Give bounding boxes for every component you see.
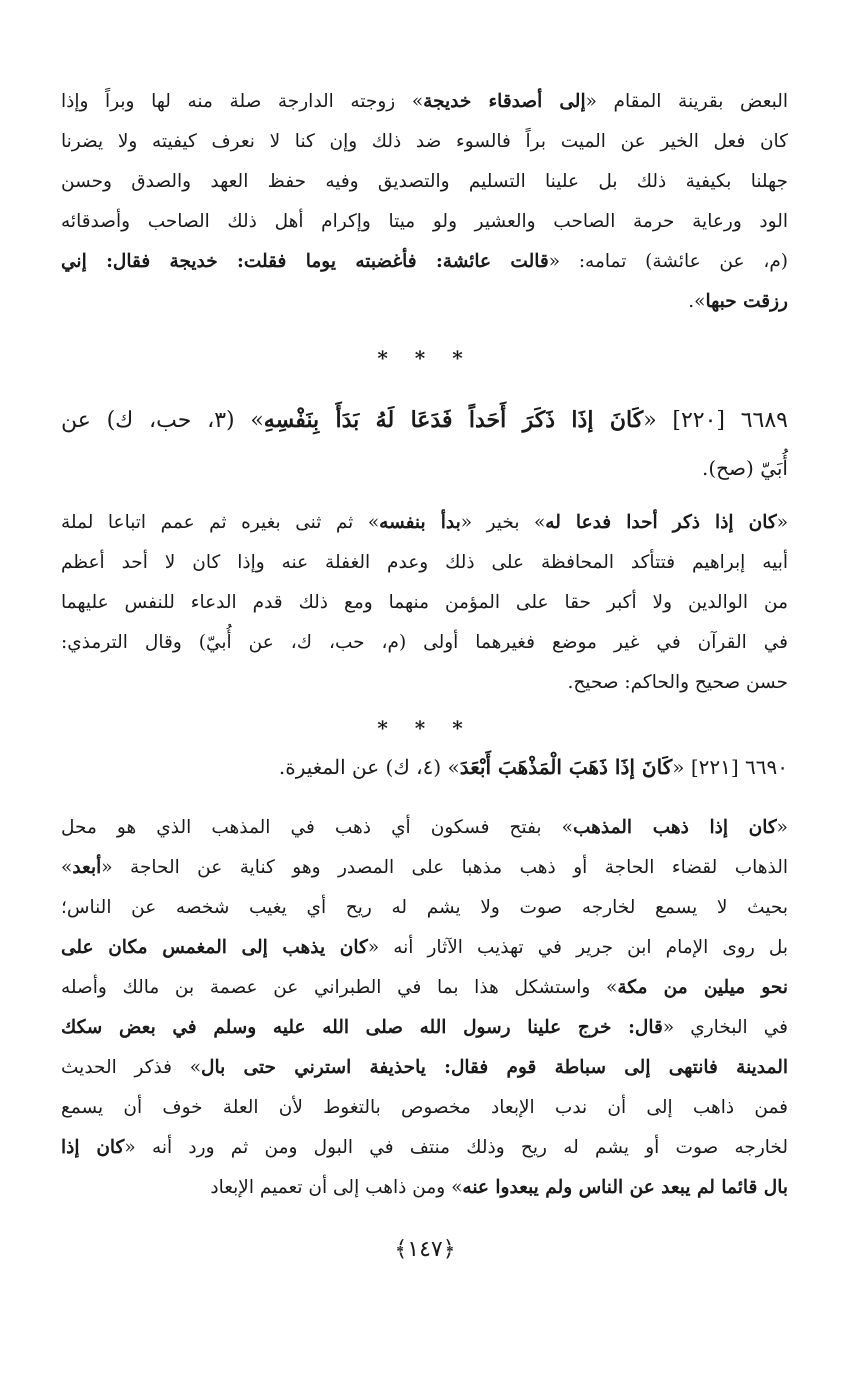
bold-quote: كان إذا ذكر أحدا فدعا له [545, 512, 777, 533]
section-separator: * * * [377, 716, 473, 740]
text-run: فمن ذاهب إلى أن ندب الإبعاد مخصوص بالتغوط لأن العلة خوف أن يسمع [61, 1097, 788, 1118]
text-run: بل روى الإمام ابن جرير في تهذيب الآثار أنه « [367, 937, 788, 958]
text-line [61, 282, 788, 322]
text-line [61, 743, 788, 791]
text-line [61, 1008, 788, 1048]
text-run: البعض بقرينة المقام « [585, 91, 788, 112]
bold-quote: كان يذهب إلى المغمس مكان على [61, 937, 368, 958]
text-line [61, 162, 788, 202]
text-run: » [61, 857, 73, 878]
text-run: الود ورعاية حرمة الصاحب والعشير ولو ميتا وإكرام أهل ذلك الصاحب وأصدقائه [61, 211, 788, 232]
text-run: » فذكر الحديث [61, 1057, 202, 1078]
text-run: جهلنا بكيفية ذلك بل علينا التسليم والتصديق وفيه حفظ العهد والصدق وحسن [61, 171, 788, 192]
text-line [61, 583, 788, 623]
text-run: ». [688, 291, 706, 312]
paragraph-commentary-2 [61, 503, 788, 703]
bold-quote: بدأ بنفسه [379, 512, 461, 533]
text-run: في البخاري « [662, 1017, 788, 1038]
text-line [61, 663, 788, 703]
text-line [61, 82, 788, 122]
text-line [61, 503, 788, 543]
text-run: الذهاب لقضاء الحاجة أو ذهب مذهبا على المصدر وهو كناية عن الحاجة « [101, 857, 788, 878]
text-line [61, 1088, 788, 1128]
text-run: بحيث لا يسمع لخارجه صوت ولا يشم له ريح أي يغيب شخصه عن الناس؛ [61, 897, 788, 918]
bold-quote: كَانَ إذَا ذَكَرَ أَحَداً فَدَعَا لَهُ بَدَأَ بِنَفْسِهِ [263, 407, 644, 433]
text-run: » بخير « [460, 512, 546, 533]
bold-quote: كَانَ إذَا ذَهَبَ الْمَذْهَبَ أَبْعَدَ [459, 755, 673, 779]
bold-quote: رزقت حبها [705, 291, 788, 312]
text-line [61, 848, 788, 888]
text-run: « [776, 512, 788, 533]
bold-quote: قالت عائشة: فأغضبته يوما فقلت: خديجة فقال: إني [61, 251, 549, 272]
text-run: في القرآن في غير موضع فغيرهما أولى (م، حب، ك، عن أُبيّ) وقال الترمذي: [61, 632, 788, 653]
bold-quote: بال قائما لم يبعد عن الناس ولم يبعدوا عنه [462, 1177, 788, 1198]
hadith-entry-6690 [61, 743, 788, 791]
text-line [61, 396, 788, 444]
text-line [61, 242, 788, 282]
text-run: « [776, 817, 788, 838]
text-run: » زوجته الدارجة صلة منه لها وبراً وإذا [61, 91, 424, 112]
text-line [61, 444, 788, 492]
text-run: أبيه إبراهيم فتتأكد المحافظة على ذلك وعدم الغفلة عنه وإذا كان لا أحد أعظم [61, 552, 788, 573]
text-line [61, 623, 788, 663]
bold-quote: أبعد [72, 857, 102, 878]
hadith-entry-6689 [61, 396, 788, 492]
section-separator: * * * [377, 346, 473, 370]
text-line [61, 928, 788, 968]
bold-quote: كان إذا ذهب المذهب [572, 817, 777, 838]
text-run: » (٣، حب، ك) عن [61, 408, 264, 433]
text-run: أُبَيّ (صح). [701, 456, 788, 480]
text-run: » بفتح فسكون أي ذهب في المذهب الذي هو محل [61, 817, 573, 838]
text-line [61, 1048, 788, 1088]
text-line [61, 888, 788, 928]
text-line [61, 1168, 788, 1208]
bold-quote: قال: خرج علينا رسول الله صلى الله عليه وسلم في بعض سكك [61, 1017, 663, 1038]
text-run: (م، عن عائشة) تمامه: « [548, 251, 788, 272]
text-line [61, 808, 788, 848]
text-line [61, 968, 788, 1008]
text-run: ٦٦٨٩ [٢٢٠] « [643, 408, 788, 433]
text-run: » (٤، ك) عن المغيرة. [278, 755, 460, 779]
bold-quote: إلى أصدقاء خديجة [423, 91, 586, 112]
page-number: ﴿١٤٧﴾ [394, 1237, 456, 1262]
text-run: » ومن ذاهب إلى أن تعميم الإبعاد [210, 1177, 463, 1198]
text-run: » ثم ثنى بغيره ثم عمم اتباعا لملة [61, 512, 380, 533]
text-run: حسن صحيح والحاكم: صحيح. [567, 672, 788, 693]
paragraph-commentary-3 [61, 808, 788, 1208]
bold-quote: المدينة فانتهى إلى سباطة قوم فقال: ياحذيفة استرني حتى بال [201, 1057, 788, 1078]
text-run: لخارجه صوت أو يشم له ريح وذلك منتف في البول ومن ثم ورد أنه « [124, 1137, 788, 1158]
bold-quote: نحو ميلين من مكة [617, 977, 788, 998]
text-line [61, 122, 788, 162]
text-line [61, 1128, 788, 1168]
text-run: من الوالدين ولا أكبر حقا على المؤمن منهما ومع ذلك قدم الدعاء للنفس عليهما [61, 592, 788, 613]
paragraph-commentary-1 [61, 82, 788, 322]
text-line [61, 202, 788, 242]
text-run: » واستشكل هذا بما في الطبراني عن عصمة بن مالك وأصله [61, 977, 618, 998]
text-run: كان فعل الخير عن الميت براً فالسوء ضد ذلك وإن كنا لا نعرف كيفيته ولا يضرنا [61, 131, 788, 152]
text-run: ٦٦٩٠ [٢٢١] « [672, 755, 788, 779]
bold-quote: كان إذا [61, 1137, 125, 1158]
text-line [61, 543, 788, 583]
